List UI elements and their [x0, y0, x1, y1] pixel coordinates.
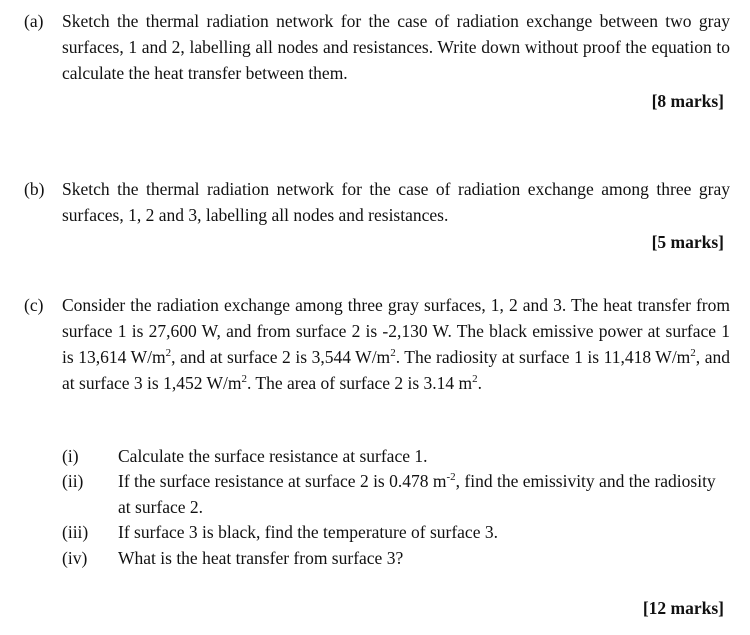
sub-question-iii-number: (iii)	[62, 522, 89, 542]
sub-question-ii-text: If the surface resistance at surface 2 is 0.478 $m^{-2}$, find the emissivity and the radiosity at surface 2.	[118, 471, 716, 517]
sub-question-i-text: Calculate the surface resistance at surface 1.	[118, 446, 428, 466]
question-c-text: Consider the radiation exchange among three gray surfaces, 1, 2 and 3. The heat transfer from surface 1 is 27,600 W, and from surface 2 is -2,130 W. The black emissive power at surface 1 is 13,614 $W/m^2$, and at surface 2 is 3,544 $W/m^2$. The radiosity at surface 1 is 11,418 $W/m^2$, and at surface 3 is 1,452 $W/m^2$. The area of surface 2 is 3.14 $m^2$.	[62, 295, 730, 393]
sub-question-i-number: (i)	[62, 446, 79, 466]
question-a-marks: [8 marks]	[651, 91, 724, 111]
question-c-marks: [12 marks]	[642, 598, 724, 618]
sub-question-iii-text: If surface 3 is black, find the temperature of surface 3.	[118, 522, 498, 542]
question-a-text: Sketch the thermal radiation network for the case of radiation exchange between two gray surfaces, 1 and 2, labelling all nodes and resistances. Write down without proof the equation to calculate the heat transfer between them.	[62, 11, 730, 83]
sub-question-iv-text: What is the heat transfer from surface 3?	[118, 548, 404, 568]
sub-question-ii-number: (ii)	[62, 471, 84, 491]
question-c-label: (c)	[24, 295, 44, 315]
question-a-label: (a)	[24, 11, 44, 31]
sub-question-iv-number: (iv)	[62, 548, 88, 568]
question-b-text: Sketch the thermal radiation network for the case of radiation exchange among three gray surfaces, 1, 2 and 3, labelling all nodes and resistances.	[62, 179, 730, 225]
question-b-marks: [5 marks]	[651, 232, 724, 252]
question-b-label: (b)	[24, 179, 45, 199]
